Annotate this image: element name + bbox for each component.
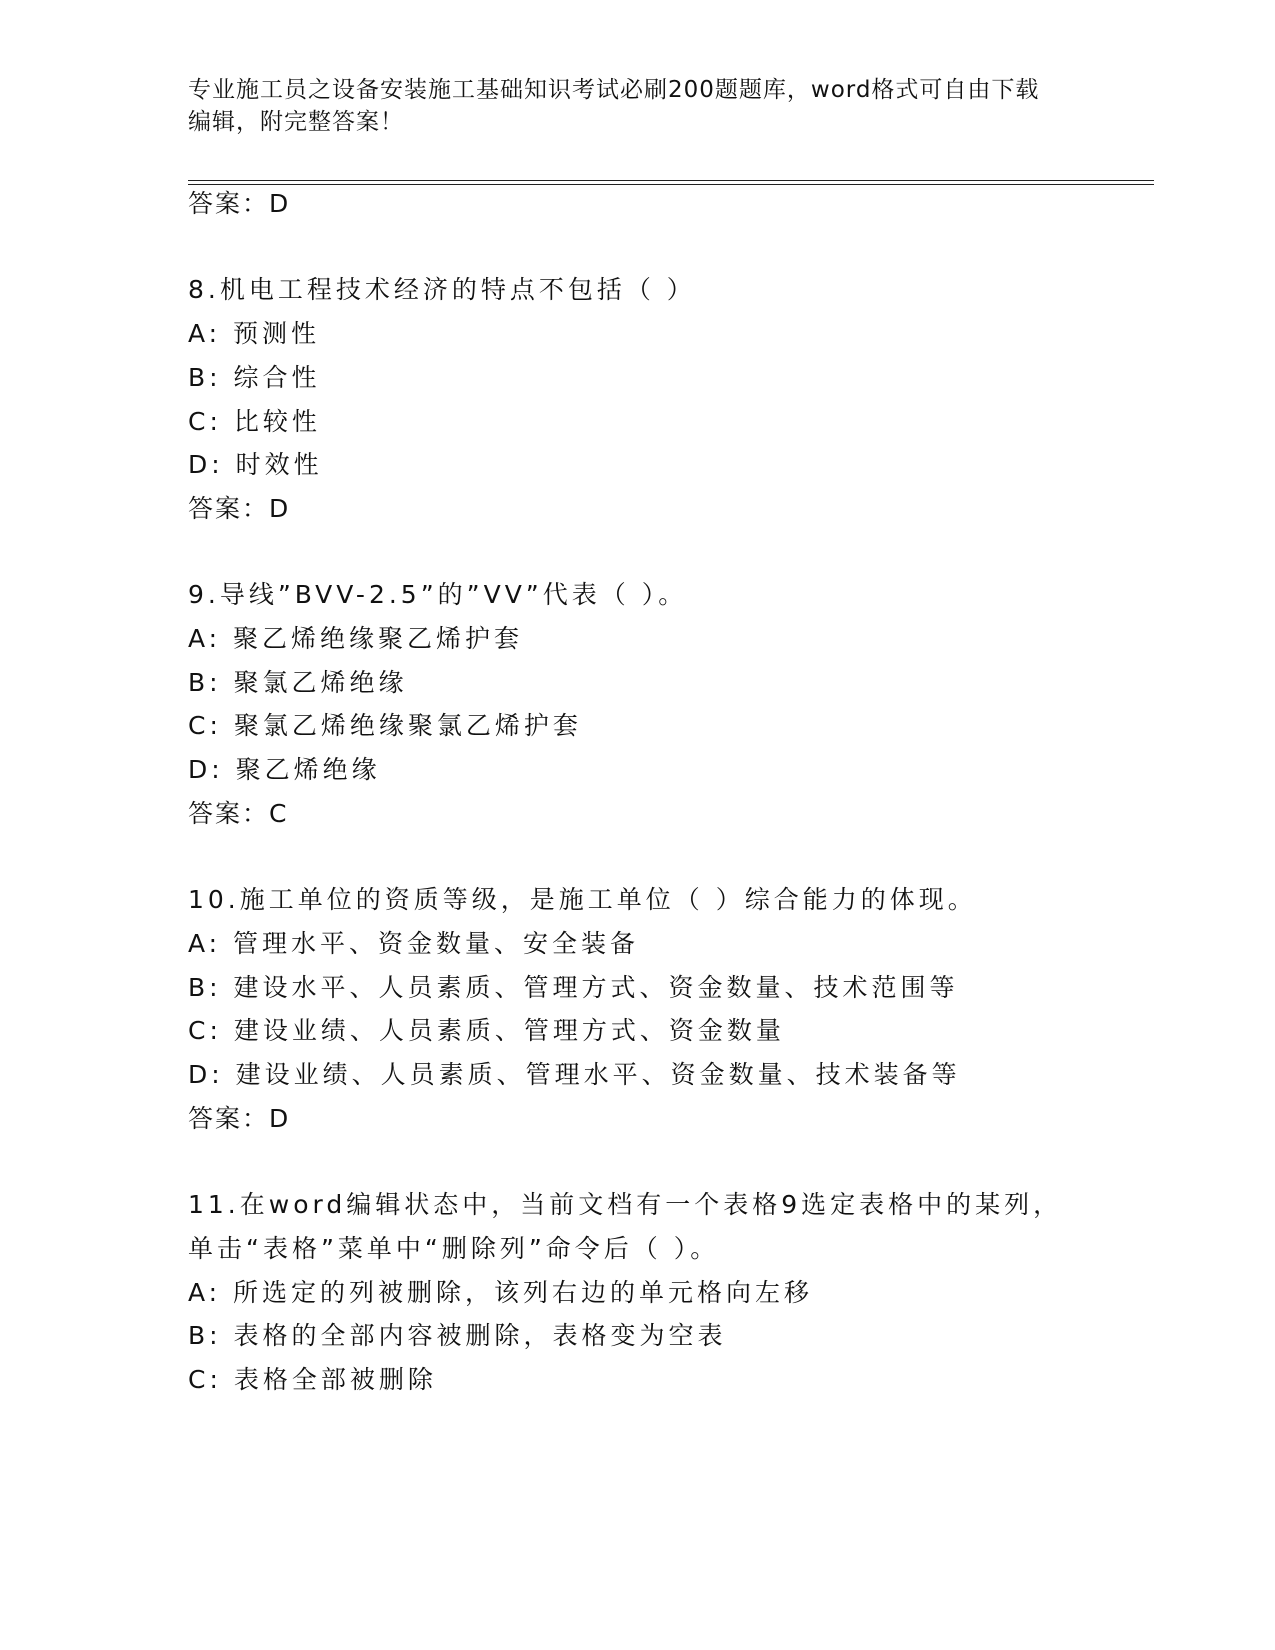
question-11-option-b: B: 表格的全部内容被删除，表格变为空表 (188, 1321, 727, 1350)
question-8-option-a: A: 预测性 (188, 319, 321, 348)
question-9-answer: 答案：C (188, 799, 289, 828)
question-11-stem-line-1: 11.在word编辑状态中，当前文档有一个表格9选定表格中的某列， (188, 1190, 1063, 1219)
question-8-option-d: D: 时效性 (188, 450, 323, 479)
question-9-option-b: B: 聚氯乙烯绝缘 (188, 668, 408, 697)
question-8-answer: 答案：D (188, 494, 291, 523)
question-9-stem: 9.导线”BVV-2.5”的”VV”代表（ ）。 (188, 580, 688, 609)
question-9-option-c: C: 聚氯乙烯绝缘聚氯乙烯护套 (188, 711, 582, 740)
header-line-2: 编辑，附完整答案！ (188, 109, 404, 135)
question-10-option-b: B: 建设水平、人员素质、管理方式、资金数量、技术范围等 (188, 973, 959, 1002)
question-10-answer: 答案：D (188, 1104, 291, 1133)
question-11-stem-line-2: 单击“表格”菜单中“删除列”命令后（ ）。 (188, 1234, 720, 1263)
document-header (188, 74, 1068, 138)
question-11-option-a: A: 所选定的列被删除，该列右边的单元格向左移 (188, 1278, 814, 1307)
question-10-option-c: C: 建设业绩、人员素质、管理方式、资金数量 (188, 1016, 785, 1045)
question-9-option-d: D: 聚乙烯绝缘 (188, 755, 381, 784)
answer-line: 答案：D (188, 189, 291, 218)
question-11-option-c: C: 表格全部被删除 (188, 1365, 437, 1394)
question-10-option-a: A: 管理水平、资金数量、安全装备 (188, 929, 640, 958)
question-8-option-b: B: 综合性 (188, 363, 321, 392)
question-10-stem: 10.施工单位的资质等级，是施工单位（ ）综合能力的体现。 (188, 885, 977, 914)
header-rule-top (188, 180, 1154, 181)
question-8-stem: 8.机电工程技术经济的特点不包括（ ） (188, 275, 696, 304)
header-rule-bottom (188, 184, 1154, 185)
question-8-option-c: C: 比较性 (188, 407, 321, 436)
question-10-option-d: D: 建设业绩、人员素质、管理水平、资金数量、技术装备等 (188, 1060, 961, 1089)
question-9-option-a: A: 聚乙烯绝缘聚乙烯护套 (188, 624, 524, 653)
header-line-1: 专业施工员之设备安装施工基础知识考试必刷200题题库，word格式可自由下载 (188, 77, 1040, 103)
